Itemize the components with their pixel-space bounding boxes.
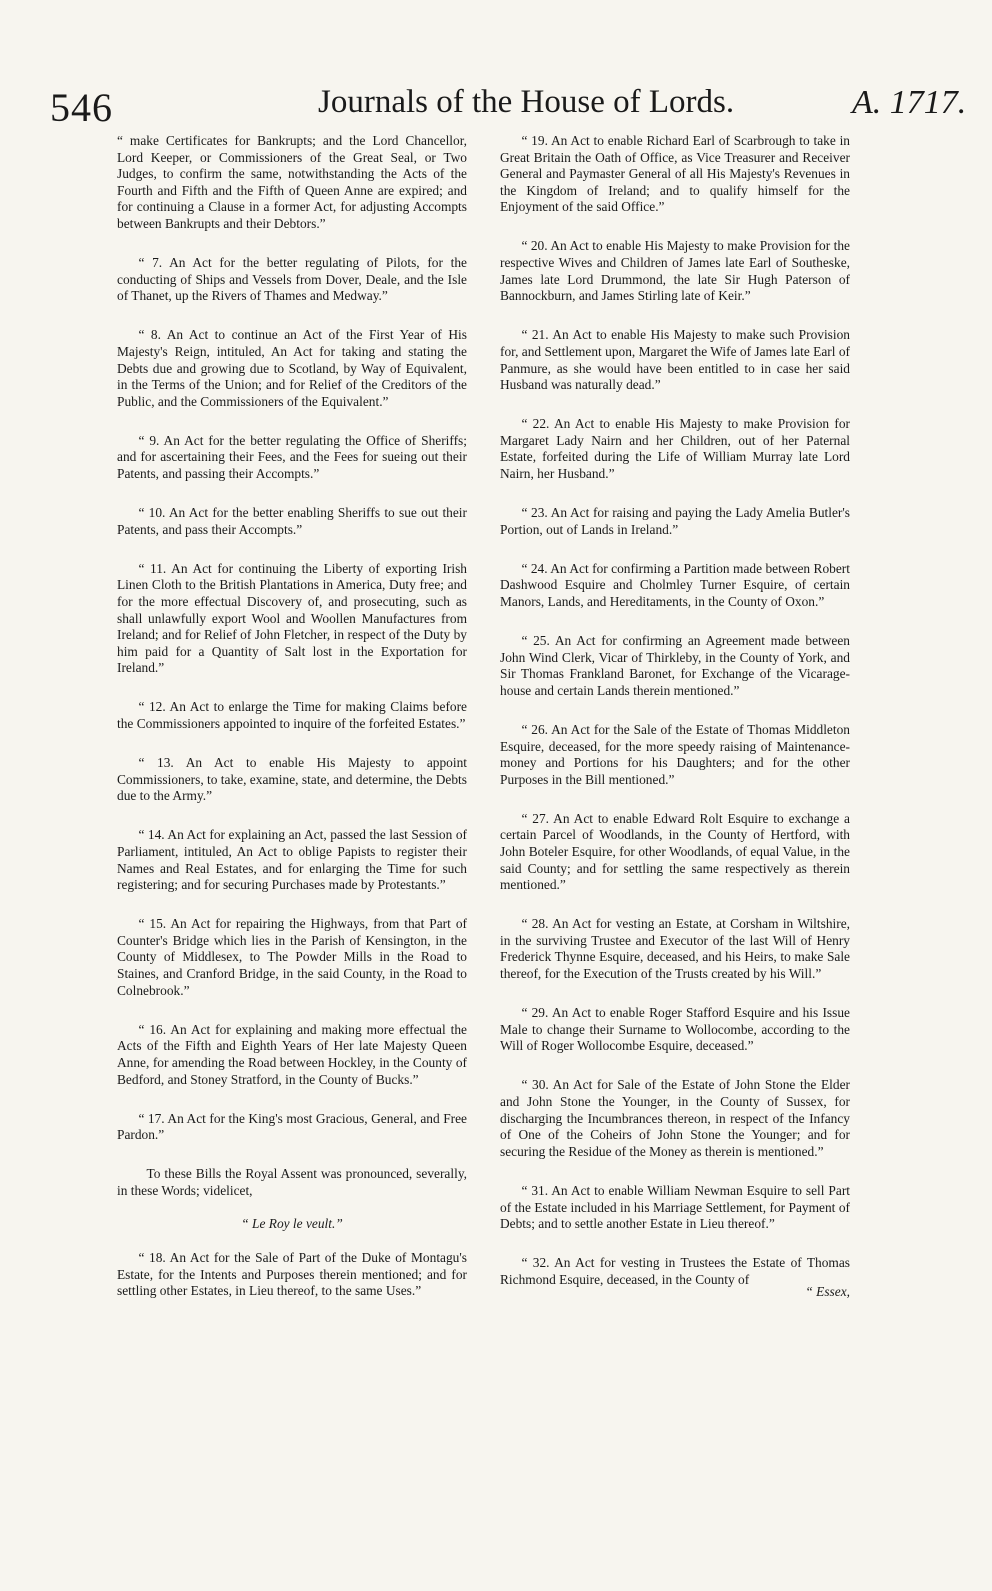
act-paragraph: “ make Certificates for Bankrupts; and the Lord Chancellor, Lord Keeper, or Commissioners of the Great Seal, or Two Judges, to confirm the same, notwithstanding the Acts of the Fourth and Fifth and the Fifth of Queen Anne are expired; and for continuing a Clause in a former Act, for adjusting Accompts between Bankrupts and their Debtors.” (117, 133, 467, 231)
act-paragraph: “ 19. An Act to enable Richard Earl of Scarbrough to take in Great Britain the Oath of Office, as Vice Treasurer and Receiver General and Paymaster General of all His Majesty's Revenues in the Kingdom of Ireland; and to qualify himself for the Enjoyment of the said Office.” (500, 133, 850, 215)
act-paragraph: “ 14. An Act for explaining an Act, passed the last Session of Parliament, intituled, An Act to oblige Papists to register their Names and Real Estates, and for enlarging the Time for such registering; and for securing Purchases made by Protestants.” (117, 827, 467, 893)
year-heading: A. 1717. (852, 84, 967, 121)
act-paragraph: “ 31. An Act to enable William Newman Esquire to sell Part of the Estate included in his Marriage Settlement, for Payment of Debts; and to settle another Estate in Lieu thereof.” (500, 1182, 850, 1232)
right-column (500, 133, 850, 1301)
act-paragraph: “ 26. An Act for the Sale of the Estate of Thomas Middleton Esquire, deceased, for the more speedy raising of Maintenance-money and Portions for his Daughters; and for the other Purposes in the Bill mentioned.” (500, 721, 850, 787)
act-paragraph: “ 30. An Act for Sale of the Estate of John Stone the Elder and John Stone the Younger, in the County of Sussex, for discharging the Incumbrances thereon, in respect of the Infancy of One of the Coheirs of John Stone the Younger; and for securing the Residue of the Money as therein is mentioned.” (500, 1077, 850, 1159)
left-column (117, 133, 467, 1322)
act-paragraph: “ 20. An Act to enable His Majesty to make Provision for the respective Wives and Children of James late Earl of Southeske, James late Lord Drummond, the late Sir Hugh Paterson of Bannockburn, and James Stirling late of Keir.” (500, 238, 850, 304)
act-paragraph: “ 16. An Act for explaining and making more effectual the Acts of the Fifth and Eighth Years of Her late Majesty Queen Anne, for amending the Road between Hockley, in the County of Bedford, and Stoney Stratford, in the County of Bucks.” (117, 1021, 467, 1087)
act-paragraph: “ 10. An Act for the better enabling Sheriffs to sue out their Patents, and pass their Accompts.” (117, 505, 467, 537)
act-paragraph: “ 7. An Act for the better regulating of Pilots, for the conducting of Ships and Vessels from Dover, Deale, and the Isle of Thanet, up the Rivers of Thames and Medway.” (117, 255, 467, 304)
act-paragraph: “ 13. An Act to enable His Majesty to appoint Commissioners, to take, examine, state, and determine, the Debts due to the Army.” (117, 755, 467, 804)
act-paragraph: “ 24. An Act for confirming a Partition made between Robert Dashwood Esquire and Cholmley Turner Esquire, of certain Manors, Lands, and Hereditaments, in the County of Oxon.” (500, 560, 850, 609)
act-paragraph: “ 32. An Act for vesting in Trustees the Estate of Thomas Richmond Esquire, deceased, in the County of (500, 1255, 850, 1287)
running-head: Journals of the House of Lords. (318, 84, 735, 120)
act-paragraph: “ 18. An Act for the Sale of Part of the Duke of Montagu's Estate, for the Intents and Purposes therein mentioned; and for settling other Estates, in Lieu thereof, to the same Uses.” (117, 1250, 467, 1299)
act-paragraph: “ 9. An Act for the better regulating the Office of Sheriffs; and for ascertaining their Fees, and the Fees for sueing out their Patents, and passing their Accompts.” (117, 432, 467, 481)
act-paragraph: “ 17. An Act for the King's most Gracious, General, and Free Pardon.” (117, 1110, 467, 1143)
royal-assent-intro: To these Bills the Royal Assent was pronounced, severally, in these Words; videlicet, (117, 1166, 467, 1198)
act-paragraph: “ 21. An Act to enable His Majesty to make such Provision for, and Settlement upon, Margaret the Wife of James late Earl of Panmure, as she would have been entitled to in case her said Husband was naturally dead.” (500, 327, 850, 393)
act-paragraph: “ 15. An Act for repairing the Highways, from that Part of Counter's Bridge which lies in the Parish of Kensington, in the County of Middlesex, to The Powder Mills in the Road to Staines, and Cranford Bridge, in the said County, in the Road to Colnebrook.” (117, 916, 467, 998)
catchword: “ Essex, (805, 1284, 850, 1300)
act-paragraph: “ 27. An Act to enable Edward Rolt Esquire to exchange a certain Parcel of Woodlands, in the County of Hertford, with John Boteler Esquire, for other Woodlands, of equal Value, in the said County; and for settling the same respectively as therein mentioned.” (500, 810, 850, 893)
act-paragraph: “ 11. An Act for continuing the Liberty of exporting Irish Linen Cloth to the British Plantations in America, Duty free; and for the more effectual Discovery of, and prosecuting, such as shall unlawfully export Wool and Woollen Manufactures from Ireland; and for Relief of John Fletcher, in respect of the Duty by him paid for a Quantity of Salt lost in the Exportation for Ireland.” (117, 560, 467, 676)
act-paragraph: “ 22. An Act to enable His Majesty to make Provision for Margaret Lady Nairn and her Children, out of her Paternal Estate, forfeited during the Life of William Murray late Lord Nairn, her Husband.” (500, 416, 850, 481)
act-paragraph: “ 29. An Act to enable Roger Stafford Esquire and his Issue Male to change their Surname to Wollocombe, according to the Will of Roger Wollocombe Esquire, deceased.” (500, 1005, 850, 1054)
act-paragraph: “ 23. An Act for raising and paying the Lady Amelia Butler's Portion, out of Lands in Ireland.” (500, 505, 850, 537)
royal-assent-formula: “ Le Roy le veult.” (241, 1215, 343, 1231)
act-paragraph: “ 28. An Act for vesting an Estate, at Corsham in Wiltshire, in the surviving Trustee and Executor of the last Will of Henry Frederick Thynne Esquire, deceased, and his Heirs, to make Sale thereof, for the Execution of the Trusts created by his Will.” (500, 916, 850, 982)
act-paragraph: “ 12. An Act to enlarge the Time for making Claims before the Commissioners appointed to inquire of the forfeited Estates.” (117, 699, 467, 732)
page-number: 546 (50, 85, 113, 130)
act-paragraph: “ 25. An Act for confirming an Agreement made between John Wind Clerk, Vicar of Thirkleby, in the County of York, and Sir Thomas Frankland Baronet, for Exchange of the Vicarage-house and certain Lands therein mentioned.” (500, 633, 850, 698)
act-paragraph: “ 8. An Act to continue an Act of the First Year of His Majesty's Reign, intituled, An Act for taking and stating the Debts due and growing due to Scotland, by Way of Equivalent, in the Terms of the Union; and for Relief of the Creditors of the Public, and the Commissioners of the Equivalent.” (117, 327, 467, 409)
